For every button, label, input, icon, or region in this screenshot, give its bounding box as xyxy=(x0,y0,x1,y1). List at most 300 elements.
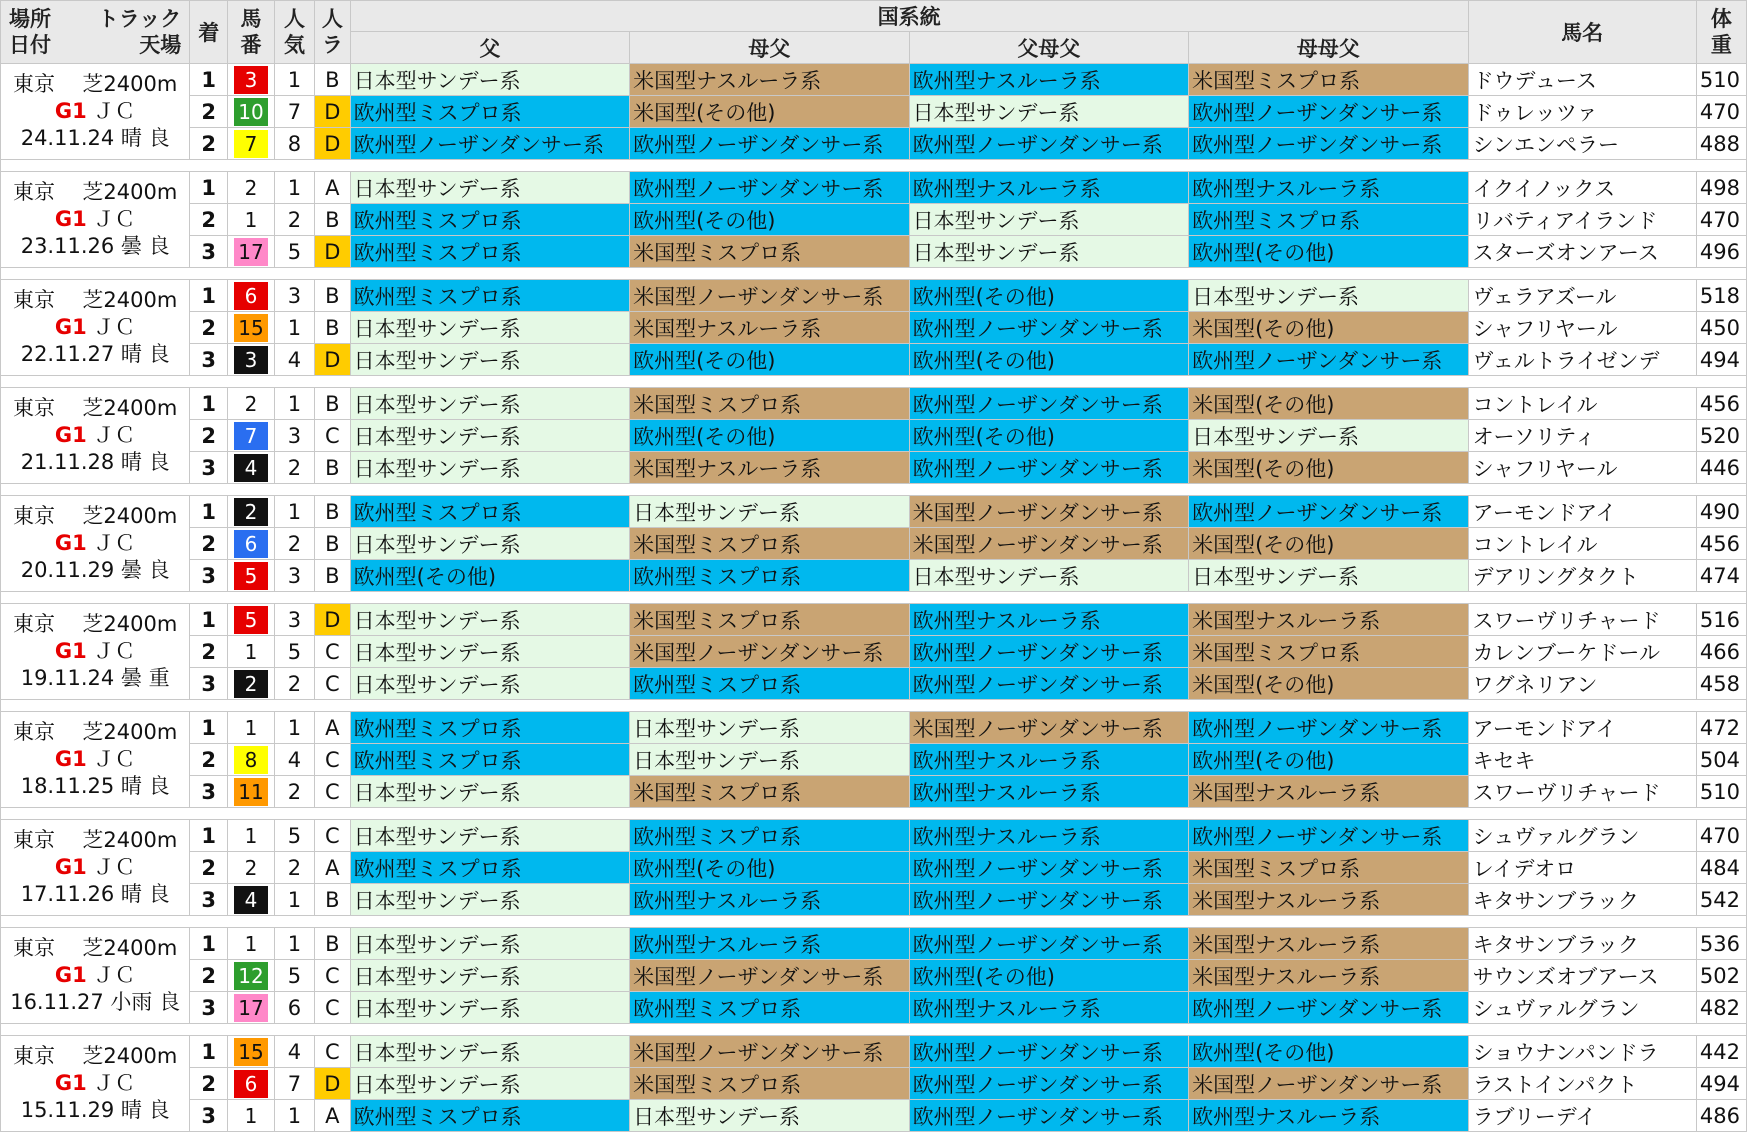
sire-cell: 日本型サンデー系 xyxy=(350,668,629,700)
header-popularity-1: 人 xyxy=(283,7,305,31)
dam-sire-cell: 米国型ミスプロ系 xyxy=(630,528,909,560)
race-date-line xyxy=(1,881,189,908)
sire-cell: 日本型サンデー系 xyxy=(350,1036,629,1068)
finish-cell: 2 xyxy=(190,744,228,776)
weight-cell: 470 xyxy=(1696,820,1746,852)
sire-cell: 日本型サンデー系 xyxy=(350,776,629,808)
weight-cell: 510 xyxy=(1696,64,1746,96)
rank-cell: B xyxy=(315,312,351,344)
header-popularity xyxy=(274,1,314,64)
table-row xyxy=(1,388,1747,420)
horse-number-badge: 4 xyxy=(234,454,268,482)
sire-cell: 日本型サンデー系 xyxy=(350,388,629,420)
sire-dam-sire-cell: 欧州型ナスルーラ系 xyxy=(909,744,1188,776)
sire-cell: 日本型サンデー系 xyxy=(350,420,629,452)
race-date: 21.11.28 xyxy=(20,450,115,474)
race-ground: 良 xyxy=(148,126,170,150)
weight-cell: 502 xyxy=(1696,960,1746,992)
race-date: 23.11.26 xyxy=(20,234,115,258)
rank-cell: C xyxy=(315,820,351,852)
horse-number-cell xyxy=(228,1068,275,1100)
race-separator xyxy=(1,808,1747,820)
popularity-cell: 6 xyxy=(274,992,314,1024)
horse-name-cell: ヴェラアズール xyxy=(1468,280,1696,312)
horse-number-badge: 2 xyxy=(234,854,268,882)
dam-dam-sire-cell: 欧州型(その他) xyxy=(1189,744,1468,776)
weight-cell: 446 xyxy=(1696,452,1746,484)
sire-cell: 日本型サンデー系 xyxy=(350,604,629,636)
table-row xyxy=(1,1100,1747,1132)
dam-dam-sire-cell: 欧州型ナスルーラ系 xyxy=(1189,172,1468,204)
race-date: 16.11.27 xyxy=(10,990,104,1014)
race-date: 22.11.27 xyxy=(20,342,115,366)
dam-dam-sire-cell: 米国型ミスプロ系 xyxy=(1189,852,1468,884)
race-place: 東京 xyxy=(13,72,55,96)
horse-number-cell xyxy=(228,636,275,668)
table-row xyxy=(1,852,1747,884)
race-info-cell xyxy=(1,280,190,376)
finish-cell: 3 xyxy=(190,668,228,700)
race-ground: 良 xyxy=(148,234,170,258)
dam-dam-sire-cell: 米国型ナスルーラ系 xyxy=(1189,776,1468,808)
separator-cell xyxy=(1,376,1747,388)
header-ground: 場 xyxy=(160,33,182,57)
table-header xyxy=(1,1,1747,64)
race-grade: G1 xyxy=(54,639,87,663)
rank-cell: D xyxy=(315,1068,351,1100)
popularity-cell: 3 xyxy=(274,560,314,592)
sire-cell: 欧州型ミスプロ系 xyxy=(350,852,629,884)
race-date: 15.11.29 xyxy=(20,1098,115,1122)
table-row xyxy=(1,96,1747,128)
rank-cell: C xyxy=(315,992,351,1024)
horse-number-badge: 2 xyxy=(234,670,268,698)
header-weight xyxy=(1696,1,1746,64)
header-dam-sire: 母父 xyxy=(630,32,909,64)
popularity-cell: 2 xyxy=(274,668,314,700)
dam-sire-cell: 米国型ノーザンダンサー系 xyxy=(630,1036,909,1068)
table-body xyxy=(1,64,1747,1132)
race-track: 芝2400m xyxy=(82,936,178,960)
race-date-line xyxy=(1,773,189,800)
sire-dam-sire-cell: 日本型サンデー系 xyxy=(909,236,1188,268)
horse-number-cell xyxy=(228,928,275,960)
horse-number-badge: 1 xyxy=(234,638,268,666)
finish-cell: 3 xyxy=(190,776,228,808)
sire-dam-sire-cell: 欧州型ノーザンダンサー系 xyxy=(909,668,1188,700)
sire-cell: 欧州型ミスプロ系 xyxy=(350,204,629,236)
dam-dam-sire-cell: 欧州型ナスルーラ系 xyxy=(1189,1100,1468,1132)
dam-dam-sire-cell: 欧州型ノーザンダンサー系 xyxy=(1189,992,1468,1024)
popularity-cell: 1 xyxy=(274,928,314,960)
race-info-cell xyxy=(1,172,190,268)
rank-cell: A xyxy=(315,852,351,884)
race-date: 24.11.24 xyxy=(20,126,115,150)
table-row xyxy=(1,528,1747,560)
race-venue-line xyxy=(1,935,189,962)
weight-cell: 516 xyxy=(1696,604,1746,636)
race-name-line xyxy=(1,962,189,989)
horse-name-cell: コントレイル xyxy=(1468,388,1696,420)
sire-dam-sire-cell: 欧州型ノーザンダンサー系 xyxy=(909,388,1188,420)
race-date-line xyxy=(1,125,189,152)
race-name-line xyxy=(1,638,189,665)
dam-sire-cell: 欧州型ナスルーラ系 xyxy=(630,884,909,916)
race-grade: G1 xyxy=(54,423,87,447)
popularity-cell: 4 xyxy=(274,744,314,776)
sire-dam-sire-cell: 欧州型(その他) xyxy=(909,420,1188,452)
sire-dam-sire-cell: 米国型ノーザンダンサー系 xyxy=(909,528,1188,560)
race-ground: 良 xyxy=(148,450,170,474)
dam-sire-cell: 欧州型ミスプロ系 xyxy=(630,992,909,1024)
race-separator xyxy=(1,268,1747,280)
sire-dam-sire-cell: 欧州型ナスルーラ系 xyxy=(909,776,1188,808)
dam-dam-sire-cell: 日本型サンデー系 xyxy=(1189,280,1468,312)
rank-cell: B xyxy=(315,560,351,592)
race-info-cell xyxy=(1,712,190,808)
popularity-cell: 5 xyxy=(274,236,314,268)
horse-name-cell: イクイノックス xyxy=(1468,172,1696,204)
horse-number-badge: 6 xyxy=(234,530,268,558)
finish-cell: 2 xyxy=(190,128,228,160)
weight-cell: 504 xyxy=(1696,744,1746,776)
dam-sire-cell: 欧州型ミスプロ系 xyxy=(630,560,909,592)
header-date: 日付 xyxy=(9,33,51,57)
weight-cell: 488 xyxy=(1696,128,1746,160)
race-info-cell xyxy=(1,64,190,160)
table-row xyxy=(1,776,1747,808)
dam-dam-sire-cell: 米国型(その他) xyxy=(1189,388,1468,420)
horse-name-cell: デアリングタクト xyxy=(1468,560,1696,592)
finish-cell: 1 xyxy=(190,388,228,420)
dam-sire-cell: 日本型サンデー系 xyxy=(630,712,909,744)
race-track: 芝2400m xyxy=(82,612,178,636)
weight-cell: 486 xyxy=(1696,1100,1746,1132)
race-venue-line xyxy=(1,71,189,98)
header-place: 場所 xyxy=(9,7,51,31)
race-grade: G1 xyxy=(54,747,87,771)
horse-number-cell xyxy=(228,560,275,592)
rank-cell: C xyxy=(315,960,351,992)
race-venue-line xyxy=(1,611,189,638)
horse-number-cell xyxy=(228,604,275,636)
sire-dam-sire-cell: 欧州型ノーザンダンサー系 xyxy=(909,1100,1188,1132)
sire-cell: 欧州型ミスプロ系 xyxy=(350,1100,629,1132)
horse-name-cell: レイデオロ xyxy=(1468,852,1696,884)
horse-number-cell xyxy=(228,744,275,776)
popularity-cell: 5 xyxy=(274,960,314,992)
header-sire-dam-sire: 父母父 xyxy=(909,32,1188,64)
popularity-cell: 8 xyxy=(274,128,314,160)
header-popularity-2: 気 xyxy=(283,33,305,57)
race-separator xyxy=(1,700,1747,712)
rank-cell: A xyxy=(315,712,351,744)
finish-cell: 2 xyxy=(190,312,228,344)
dam-sire-cell: 欧州型(その他) xyxy=(630,420,909,452)
separator-cell xyxy=(1,160,1747,172)
table-row xyxy=(1,668,1747,700)
sire-cell: 欧州型ミスプロ系 xyxy=(350,712,629,744)
weight-cell: 458 xyxy=(1696,668,1746,700)
finish-cell: 1 xyxy=(190,928,228,960)
dam-sire-cell: 米国型ノーザンダンサー系 xyxy=(630,960,909,992)
horse-number-badge: 8 xyxy=(234,746,268,774)
race-date-line xyxy=(1,341,189,368)
horse-name-cell: カレンブーケドール xyxy=(1468,636,1696,668)
horse-name-cell: スターズオンアース xyxy=(1468,236,1696,268)
separator-cell xyxy=(1,592,1747,604)
horse-name-cell: シャフリヤール xyxy=(1468,312,1696,344)
dam-sire-cell: 米国型ノーザンダンサー系 xyxy=(630,636,909,668)
table-row xyxy=(1,236,1747,268)
horse-number-cell xyxy=(228,668,275,700)
finish-cell: 1 xyxy=(190,604,228,636)
horse-number-cell xyxy=(228,776,275,808)
sire-cell: 欧州型ミスプロ系 xyxy=(350,96,629,128)
race-name-line xyxy=(1,314,189,341)
race-grade: G1 xyxy=(54,207,87,231)
rank-cell: B xyxy=(315,884,351,916)
table-row xyxy=(1,452,1747,484)
race-info-cell xyxy=(1,1036,190,1132)
table-row xyxy=(1,636,1747,668)
sire-dam-sire-cell: 日本型サンデー系 xyxy=(909,96,1188,128)
dam-dam-sire-cell: 米国型ミスプロ系 xyxy=(1189,64,1468,96)
race-info-cell xyxy=(1,928,190,1024)
horse-number-cell xyxy=(228,128,275,160)
horse-name-cell: キタサンブラック xyxy=(1468,928,1696,960)
horse-number-badge: 15 xyxy=(234,1038,268,1066)
horse-name-cell: コントレイル xyxy=(1468,528,1696,560)
horse-number-cell xyxy=(228,280,275,312)
sire-dam-sire-cell: 米国型ノーザンダンサー系 xyxy=(909,712,1188,744)
race-track: 芝2400m xyxy=(82,288,178,312)
horse-name-cell: ドウデュース xyxy=(1468,64,1696,96)
race-name: ＪＣ xyxy=(93,639,136,663)
dam-sire-cell: 欧州型(その他) xyxy=(630,344,909,376)
table-row xyxy=(1,496,1747,528)
rank-cell: D xyxy=(315,96,351,128)
race-name-line xyxy=(1,98,189,125)
dam-dam-sire-cell: 米国型(その他) xyxy=(1189,528,1468,560)
popularity-cell: 2 xyxy=(274,204,314,236)
horse-number-cell xyxy=(228,96,275,128)
horse-number-badge: 11 xyxy=(234,778,268,806)
horse-number-badge: 1 xyxy=(234,822,268,850)
popularity-cell: 3 xyxy=(274,420,314,452)
dam-dam-sire-cell: 欧州型ノーザンダンサー系 xyxy=(1189,128,1468,160)
popularity-cell: 1 xyxy=(274,712,314,744)
popularity-cell: 2 xyxy=(274,452,314,484)
table-row xyxy=(1,928,1747,960)
horse-name-cell: ラストインパクト xyxy=(1468,1068,1696,1100)
finish-cell: 1 xyxy=(190,496,228,528)
dam-dam-sire-cell: 欧州型ノーザンダンサー系 xyxy=(1189,96,1468,128)
race-venue-line xyxy=(1,719,189,746)
race-ground: 良 xyxy=(148,558,170,582)
race-place: 東京 xyxy=(13,180,55,204)
finish-cell: 2 xyxy=(190,96,228,128)
separator-cell xyxy=(1,916,1747,928)
finish-cell: 2 xyxy=(190,420,228,452)
header-lineage-group: 国系統 xyxy=(350,1,1468,32)
race-name-line xyxy=(1,422,189,449)
rank-cell: B xyxy=(315,388,351,420)
rank-cell: C xyxy=(315,1036,351,1068)
race-name: ＪＣ xyxy=(93,963,136,987)
race-ground: 良 xyxy=(148,1098,170,1122)
header-weight-1: 体 xyxy=(1710,7,1732,31)
popularity-cell: 1 xyxy=(274,884,314,916)
sire-dam-sire-cell: 日本型サンデー系 xyxy=(909,560,1188,592)
header-sire: 父 xyxy=(350,32,629,64)
horse-name-cell: シュヴァルグラン xyxy=(1468,820,1696,852)
finish-cell: 2 xyxy=(190,1068,228,1100)
header-rank-2: ラ xyxy=(321,33,343,57)
dam-sire-cell: 欧州型ノーザンダンサー系 xyxy=(630,128,909,160)
finish-cell: 3 xyxy=(190,884,228,916)
race-track: 芝2400m xyxy=(82,180,178,204)
sire-dam-sire-cell: 欧州型ナスルーラ系 xyxy=(909,172,1188,204)
rank-cell: B xyxy=(315,496,351,528)
race-venue-line xyxy=(1,179,189,206)
weight-cell: 450 xyxy=(1696,312,1746,344)
rank-cell: D xyxy=(315,236,351,268)
race-name: ＪＣ xyxy=(93,747,136,771)
header-horse-number-2: 番 xyxy=(240,33,262,57)
dam-dam-sire-cell: 米国型ナスルーラ系 xyxy=(1189,928,1468,960)
race-place: 東京 xyxy=(13,504,55,528)
table-row xyxy=(1,560,1747,592)
sire-cell: 日本型サンデー系 xyxy=(350,312,629,344)
rank-cell: D xyxy=(315,344,351,376)
header-rank-1: 人 xyxy=(321,7,343,31)
race-track: 芝2400m xyxy=(82,720,178,744)
race-ground: 良 xyxy=(148,774,170,798)
dam-dam-sire-cell: 米国型ナスルーラ系 xyxy=(1189,960,1468,992)
horse-name-cell: アーモンドアイ xyxy=(1468,712,1696,744)
dam-sire-cell: 米国型ナスルーラ系 xyxy=(630,452,909,484)
sire-cell: 日本型サンデー系 xyxy=(350,960,629,992)
race-grade: G1 xyxy=(54,963,87,987)
popularity-cell: 4 xyxy=(274,1036,314,1068)
dam-dam-sire-cell: 米国型ナスルーラ系 xyxy=(1189,884,1468,916)
header-horse-name: 馬名 xyxy=(1468,1,1696,64)
race-separator xyxy=(1,484,1747,496)
finish-cell: 3 xyxy=(190,452,228,484)
horse-number-cell xyxy=(228,960,275,992)
race-date: 18.11.25 xyxy=(20,774,115,798)
popularity-cell: 2 xyxy=(274,776,314,808)
race-track: 芝2400m xyxy=(82,828,178,852)
race-name: ＪＣ xyxy=(93,99,136,123)
dam-sire-cell: 米国型ノーザンダンサー系 xyxy=(630,280,909,312)
horse-number-badge: 1 xyxy=(234,1102,268,1130)
horse-number-cell xyxy=(228,420,275,452)
table-row xyxy=(1,420,1747,452)
popularity-cell: 3 xyxy=(274,604,314,636)
weight-cell: 490 xyxy=(1696,496,1746,528)
finish-cell: 1 xyxy=(190,1036,228,1068)
race-weather: 曇 xyxy=(120,234,142,258)
header-horse-number-1: 馬 xyxy=(240,7,262,31)
horse-number-cell xyxy=(228,1036,275,1068)
race-venue-line xyxy=(1,395,189,422)
table-row xyxy=(1,204,1747,236)
horse-name-cell: オーソリティ xyxy=(1468,420,1696,452)
header-track: トラック xyxy=(97,7,182,31)
dam-sire-cell: 米国型ミスプロ系 xyxy=(630,1068,909,1100)
dam-dam-sire-cell: 米国型ナスルーラ系 xyxy=(1189,604,1468,636)
finish-cell: 1 xyxy=(190,280,228,312)
horse-number-badge: 10 xyxy=(234,98,268,126)
dam-sire-cell: 米国型ミスプロ系 xyxy=(630,388,909,420)
horse-number-badge: 4 xyxy=(234,886,268,914)
horse-number-cell xyxy=(228,344,275,376)
race-grade: G1 xyxy=(54,531,87,555)
popularity-cell: 7 xyxy=(274,96,314,128)
header-race-info xyxy=(1,1,190,64)
race-track: 芝2400m xyxy=(82,72,178,96)
popularity-cell: 4 xyxy=(274,344,314,376)
race-grade: G1 xyxy=(54,99,87,123)
finish-cell: 2 xyxy=(190,852,228,884)
popularity-cell: 1 xyxy=(274,312,314,344)
finish-cell: 3 xyxy=(190,560,228,592)
horse-name-cell: ヴェルトライゼンデ xyxy=(1468,344,1696,376)
rank-cell: B xyxy=(315,928,351,960)
dam-sire-cell: 日本型サンデー系 xyxy=(630,744,909,776)
horse-number-cell xyxy=(228,852,275,884)
popularity-cell: 5 xyxy=(274,636,314,668)
horse-name-cell: シンエンペラー xyxy=(1468,128,1696,160)
separator-cell xyxy=(1,1024,1747,1036)
weight-cell: 482 xyxy=(1696,992,1746,1024)
popularity-cell: 2 xyxy=(274,528,314,560)
race-grade: G1 xyxy=(54,855,87,879)
sire-dam-sire-cell: 日本型サンデー系 xyxy=(909,204,1188,236)
horse-number-cell xyxy=(228,452,275,484)
race-separator xyxy=(1,916,1747,928)
rank-cell: D xyxy=(315,604,351,636)
weight-cell: 470 xyxy=(1696,204,1746,236)
sire-cell: 欧州型ミスプロ系 xyxy=(350,744,629,776)
horse-number-badge: 1 xyxy=(234,930,268,958)
race-grade: G1 xyxy=(54,315,87,339)
horse-number-badge: 7 xyxy=(234,422,268,450)
race-weather: 晴 xyxy=(120,450,142,474)
race-venue-line xyxy=(1,827,189,854)
dam-dam-sire-cell: 米国型(その他) xyxy=(1189,668,1468,700)
sire-dam-sire-cell: 欧州型ナスルーラ系 xyxy=(909,992,1188,1024)
race-name-line xyxy=(1,746,189,773)
horse-number-cell xyxy=(228,312,275,344)
horse-number-badge: 2 xyxy=(234,390,268,418)
sire-cell: 欧州型ミスプロ系 xyxy=(350,280,629,312)
horse-number-badge: 2 xyxy=(234,174,268,202)
race-venue-line xyxy=(1,1043,189,1070)
race-track: 芝2400m xyxy=(82,396,178,420)
table-row xyxy=(1,884,1747,916)
popularity-cell: 5 xyxy=(274,820,314,852)
race-place: 東京 xyxy=(13,396,55,420)
dam-dam-sire-cell: 欧州型ミスプロ系 xyxy=(1189,204,1468,236)
horse-name-cell: サウンズオブアース xyxy=(1468,960,1696,992)
horse-number-cell xyxy=(228,820,275,852)
sire-dam-sire-cell: 欧州型ノーザンダンサー系 xyxy=(909,312,1188,344)
sire-cell: 日本型サンデー系 xyxy=(350,64,629,96)
sire-cell: 日本型サンデー系 xyxy=(350,452,629,484)
